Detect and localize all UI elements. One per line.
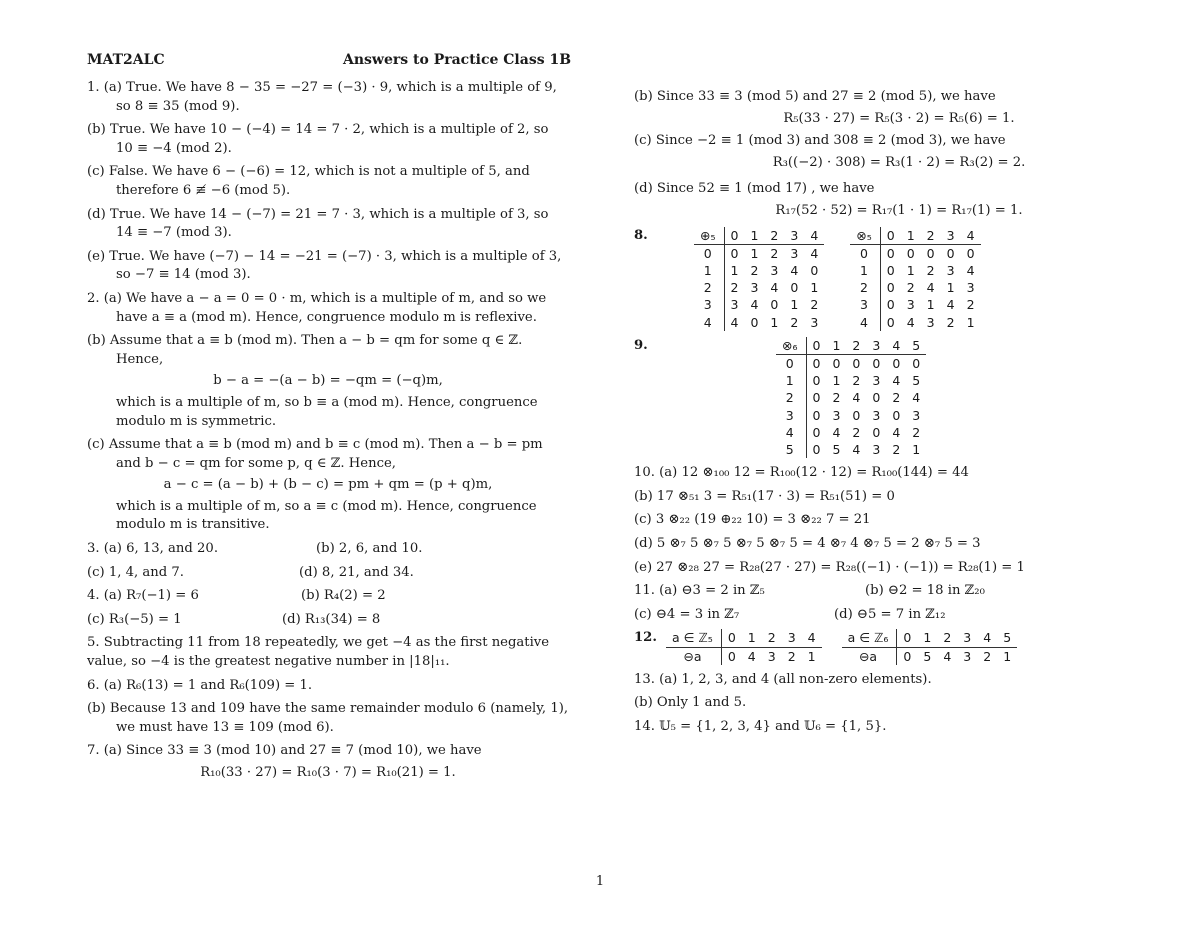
table-row (694, 279, 824, 296)
table-cell: 1 (966, 314, 975, 330)
table-operator: ⊕₅ (694, 227, 724, 245)
table-cell: 0 (912, 355, 921, 371)
answer-12-label: 12. (634, 630, 657, 646)
table-cell: 1 (750, 245, 759, 261)
table-cell: 2 (912, 424, 921, 440)
answer-14: 14. 𝕌₅ = {1, 2, 3, 4} and 𝕌₆ = {1, 5}. (634, 718, 887, 734)
equation-7c: R₃((−2) · 308) = R₃(1 · 2) = R₃(2) = 2. (772, 154, 1026, 170)
table-column-header: 1 (901, 227, 921, 245)
left-column (87, 79, 569, 786)
table-cell: 2 (926, 262, 935, 278)
answer-10b: (b) 17 ⊗₅₁ 3 = R₅₁(17 · 3) = R₅₁(51) = 0 (634, 488, 895, 504)
table-cell: 5 (997, 629, 1017, 647)
table-cell: 1 (770, 314, 779, 330)
table-cell: 2 (937, 629, 957, 647)
table-row (694, 244, 824, 262)
table-cell: 0 (906, 245, 915, 261)
table-cell: 1 (926, 297, 935, 313)
table-column-header: 2 (764, 227, 784, 245)
table-cell: 1 (906, 262, 915, 278)
table-cell: 3 (966, 280, 975, 296)
table-row (776, 424, 926, 441)
table-cell: 2 (810, 297, 819, 313)
table-cell: 4 (750, 297, 759, 313)
table-row (694, 296, 824, 313)
table-cell: 0 (812, 424, 821, 440)
answer-11c: (c) ⊖4 = 3 in ℤ₇ (634, 606, 740, 622)
answer-2c-intro: (c) Assume that a ≡ b (mod m) and b ≡ c (mod m). Then a − b = pm and b − c = qm for some p, q ∈ ℤ. Hence, (87, 437, 543, 471)
table-cell: 0 (812, 407, 821, 423)
table-cell: 4 (852, 390, 861, 406)
table-cell: 0 (886, 245, 895, 261)
table-row-header: 4 (850, 314, 880, 331)
table-cell: 0 (812, 355, 821, 371)
table-cell: 3 (906, 297, 915, 313)
table-row-header: ⊖a (842, 647, 897, 665)
answer-10a: 10. (a) 12 ⊗₁₀₀ 12 = R₁₀₀(12 · 12) = R₁₀₀(144) = 44 (634, 465, 969, 481)
table-cell: 4 (892, 373, 901, 389)
table-cell: 3 (750, 280, 759, 296)
course-code: MAT2ALC (87, 52, 165, 68)
table-column-header: 3 (941, 227, 961, 245)
table-cell: 2 (730, 280, 739, 296)
table-cell: 3 (946, 262, 955, 278)
answer-10e: (e) 27 ⊗₂₈ 27 = R₂₈(27 · 27) = R₂₈((−1) · (−1)) = R₂₈(1) = 1 (634, 559, 1025, 575)
negation-table-z6 (842, 629, 1018, 664)
table-cell: 0 (852, 355, 861, 371)
answer-4c: (c) R₃(−5) = 1 (87, 611, 182, 627)
equation-2c: a − c = (a − b) + (b − c) = pm + qm = (p + q)m, (163, 477, 493, 493)
answer-8-label: 8. (634, 227, 648, 243)
answer-2c-conclusion: which is a multiple of m, so a ≡ c (mod m). Hence, congruence modulo m is transitive. (116, 498, 537, 533)
table-row-header: 1 (850, 262, 880, 279)
table-cell: 4 (832, 424, 841, 440)
table-row (850, 279, 980, 296)
table-cell: 2 (770, 245, 779, 261)
table-cell: 1 (917, 629, 937, 647)
table-cell: 2 (750, 262, 759, 278)
table-cell: 3 (872, 407, 881, 423)
answer-13a: 13. (a) 1, 2, 3, and 4 (all non-zero elements). (634, 671, 932, 687)
table-cell: 0 (886, 262, 895, 278)
table-row (776, 441, 926, 458)
answer-1b: (b) True. We have 10 − (−4) = 14 = 7 · 2, which is a multiple of 2, so 10 ≡ −4 (mod 2). (87, 122, 549, 156)
table-cell: 3 (872, 442, 881, 457)
multiplication-table-z6 (776, 337, 926, 458)
table-column-header: 1 (744, 227, 764, 245)
table-row-header: 1 (694, 262, 724, 279)
table-cell: 0 (812, 373, 821, 389)
table-row-header: 0 (694, 244, 724, 262)
answer-11d: (d) ⊖5 = 7 in ℤ₁₂ (834, 606, 946, 622)
answer-7d: (d) Since 52 ≡ 1 (mod 17) , we have (634, 181, 875, 197)
table-cell: 1 (730, 262, 739, 278)
table-cell: 3 (730, 297, 739, 313)
answer-4b: (b) R₄(2) = 2 (301, 588, 386, 604)
answer-3c: (c) 1, 4, and 7. (87, 564, 184, 580)
table-row-header: 4 (776, 424, 806, 441)
answer-6a: 6. (a) R₆(13) = 1 and R₆(109) = 1. (87, 677, 313, 693)
table-cell: 0 (872, 390, 881, 406)
table-cell: 0 (886, 314, 895, 330)
answer-4-row2 (87, 611, 569, 630)
table-cell: 0 (892, 407, 901, 423)
table-cell: 0 (810, 262, 819, 278)
page-title: Answers to Practice Class 1B (343, 52, 572, 68)
answer-12 (634, 629, 1104, 664)
table-cell: 2 (892, 390, 901, 406)
table-cell: 2 (966, 297, 975, 313)
table-row (776, 354, 926, 372)
answer-1a: 1. (a) True. We have 8 − 35 = −27 = (−3) · 9, which is a multiple of 9, so 8 ≡ 35 (mod 9). (87, 80, 557, 114)
table-row-header: 1 (776, 372, 806, 389)
table-cell: 0 (886, 297, 895, 313)
answer-7c: (c) Since −2 ≡ 1 (mod 3) and 308 ≡ 2 (mod 3), we have (634, 133, 1006, 149)
answer-4d: (d) R₁₃(34) = 8 (282, 611, 381, 627)
multiplication-table-z5 (850, 227, 980, 331)
table-row-header: 2 (694, 279, 724, 296)
table-cell: 4 (730, 314, 739, 330)
equation-7d: R₁₇(52 · 52) = R₁₇(1 · 1) = R₁₇(1) = 1. (775, 202, 1023, 218)
table-cell: 0 (897, 629, 917, 647)
answer-7a: 7. (a) Since 33 ≡ 3 (mod 10) and 27 ≡ 7 (mod 10), we have (87, 743, 482, 759)
table-row (776, 389, 926, 406)
table-column-header: 2 (846, 337, 866, 355)
answer-9-label: 9. (634, 337, 648, 353)
answer-11a: 11. (a) ⊖3 = 2 in ℤ₅ (634, 583, 765, 599)
table-cell: 3 (790, 245, 799, 261)
table-column-header: 4 (961, 227, 981, 245)
table-cell: 3 (957, 629, 977, 647)
table-cell: 0 (730, 245, 739, 261)
table-column-header: 1 (826, 337, 846, 355)
answer-7b: (b) Since 33 ≡ 3 (mod 5) and 27 ≡ 2 (mod 5), we have (634, 89, 996, 104)
table-cell: 2 (892, 442, 901, 457)
table-column-header: 0 (724, 227, 744, 245)
table-cell: 3 (926, 314, 935, 330)
answer-10d: (d) 5 ⊗₇ 5 ⊗₇ 5 ⊗₇ 5 ⊗₇ 5 = 4 ⊗₇ 4 ⊗₇ 5 = 2 ⊗₇ 5 = 3 (634, 535, 981, 551)
table-row (850, 262, 980, 279)
table-cell: 4 (852, 442, 861, 457)
table-row-header: 0 (850, 244, 880, 262)
table-cell: 2 (852, 424, 861, 440)
table-cell: 0 (903, 648, 912, 664)
table-cell: 2 (983, 648, 992, 664)
table-cell: 1 (807, 648, 816, 664)
table-column-header: 5 (906, 337, 926, 355)
answer-3d: (d) 8, 21, and 34. (299, 564, 414, 580)
page-number: 1 (595, 874, 605, 889)
table-cell: 0 (812, 390, 821, 406)
table-cell: 4 (790, 262, 799, 278)
table-cell: 0 (770, 297, 779, 313)
table-cell: 0 (812, 442, 821, 457)
table-cell: 1 (832, 373, 841, 389)
answer-4a: 4. (a) R₇(−1) = 6 (87, 588, 199, 604)
table-cell: 5 (923, 648, 932, 664)
answer-2b-conclusion: which is a multiple of m, so b ≡ a (mod m). Hence, congruence modulo m is symmetric. (116, 394, 538, 429)
equation-2b: b − a = −(a − b) = −qm = (−q)m, (213, 373, 443, 389)
table-cell: 2 (787, 648, 796, 664)
table-cell: 4 (810, 245, 819, 261)
table-row-header: ⊖a (666, 647, 721, 665)
table-cell: 0 (966, 245, 975, 261)
table-column-header: 2 (921, 227, 941, 245)
table-cell: 2 (762, 629, 782, 647)
table-cell: 0 (886, 280, 895, 296)
table-cell: 0 (750, 314, 759, 330)
table-cell: 0 (790, 280, 799, 296)
table-row-header: 2 (776, 389, 806, 406)
equation-7b: R₅(33 · 27) = R₅(3 · 2) = R₅(6) = 1. (783, 110, 1015, 126)
answer-3-row2 (87, 564, 569, 583)
table-row-header: a ∈ ℤ₆ (842, 629, 897, 647)
table-cell: 3 (963, 648, 972, 664)
table-cell: 1 (946, 280, 955, 296)
answer-2a: 2. (a) We have a − a = 0 = 0 · m, which is a multiple of m, and so we have a ≡ a (mod m). Hence, congruence modulo m is reflexive. (87, 290, 547, 325)
table-cell: 4 (770, 280, 779, 296)
table-operator: ⊗₆ (776, 337, 806, 355)
table-cell: 0 (892, 355, 901, 371)
table-cell: 1 (790, 297, 799, 313)
table-row (776, 372, 926, 389)
table-cell: 0 (946, 245, 955, 261)
answer-3a: 3. (a) 6, 13, and 20. (87, 541, 219, 557)
table-column-header: 4 (804, 227, 824, 245)
table-column-header: 3 (866, 337, 886, 355)
table-row-header: 3 (850, 296, 880, 313)
answer-9 (634, 337, 1104, 458)
table-cell: 2 (946, 314, 955, 330)
table-row (850, 296, 980, 313)
answer-3b: (b) 2, 6, and 10. (316, 541, 423, 557)
table-column-header: 4 (886, 337, 906, 355)
answer-3-row1 (87, 540, 569, 559)
addition-table-z5 (694, 227, 824, 331)
answer-4-row1 (87, 587, 569, 606)
answer-11b: (b) ⊖2 = 18 in ℤ₂₀ (865, 583, 985, 599)
answer-11-row2 (634, 606, 1104, 625)
table-row-header: 5 (776, 441, 806, 458)
answer-1c: (c) False. We have 6 − (−6) = 12, which is not a multiple of 5, and therefore 6 ≢ −6 (mod 5). (87, 164, 530, 198)
table-cell: 0 (721, 629, 741, 647)
table-cell: 3 (782, 629, 802, 647)
table-row (850, 314, 980, 331)
table-row-header: 3 (694, 296, 724, 313)
answer-13b: (b) Only 1 and 5. (634, 695, 747, 711)
table-cell: 3 (810, 314, 819, 330)
table-cell: 4 (926, 280, 935, 296)
table-cell: 3 (832, 407, 841, 423)
table-column-header: 0 (806, 337, 826, 355)
table-cell: 3 (770, 262, 779, 278)
table-cell: 1 (1003, 648, 1012, 664)
equation-7a: R₁₀(33 · 27) = R₁₀(3 · 7) = R₁₀(21) = 1. (200, 765, 456, 780)
table-row-header: 2 (850, 279, 880, 296)
table-cell: 2 (832, 390, 841, 406)
table-cell: 1 (810, 280, 819, 296)
table-cell: 3 (912, 407, 921, 423)
table-cell: 0 (926, 245, 935, 261)
table-cell: 4 (912, 390, 921, 406)
table-cell: 3 (767, 648, 776, 664)
right-column (634, 88, 1104, 742)
table-cell: 2 (790, 314, 799, 330)
negation-table-z5 (666, 629, 822, 664)
table-cell: 4 (946, 297, 955, 313)
table-cell: 4 (977, 629, 997, 647)
table-row-header: a ∈ ℤ₅ (666, 629, 721, 647)
answer-1d: (d) True. We have 14 − (−7) = 21 = 7 · 3, which is a multiple of 3, so 14 ≡ −7 (mod 3). (87, 206, 549, 241)
table-cell: 5 (832, 442, 841, 457)
table-operator: ⊗₅ (850, 227, 880, 245)
table-cell: 4 (747, 648, 756, 664)
table-cell: 4 (966, 262, 975, 278)
answer-11-row1 (634, 582, 1104, 601)
answer-8 (634, 227, 1104, 331)
table-cell: 0 (872, 424, 881, 440)
table-cell: 2 (852, 373, 861, 389)
table-row-header: 0 (776, 354, 806, 372)
table-column-header: 0 (880, 227, 900, 245)
table-cell: 5 (912, 373, 921, 389)
table-cell: 3 (872, 373, 881, 389)
table-cell: 4 (906, 314, 915, 330)
table-cell: 1 (912, 442, 921, 457)
table-column-header: 3 (784, 227, 804, 245)
table-row-header: 3 (776, 407, 806, 424)
table-cell: 1 (742, 629, 762, 647)
answer-5: 5. Subtracting 11 from 18 repeatedly, we get −4 as the first negative value, so −4 is the greatest negative number in |18|₁₁. (87, 635, 550, 670)
answer-2b-intro: (b) Assume that a ≡ b (mod m). Then a − b = qm for some q ∈ ℤ. Hence, (87, 333, 523, 367)
table-row (776, 407, 926, 424)
table-row (850, 244, 980, 262)
answer-1e: (e) True. We have (−7) − 14 = −21 = (−7) · 3, which is a multiple of 3, so −7 ≡ 14 (mod 3). (87, 248, 562, 283)
table-row (694, 262, 824, 279)
table-row (694, 314, 824, 331)
table-cell: 4 (892, 424, 901, 440)
table-row-header: 4 (694, 314, 724, 331)
table-cell: 0 (832, 355, 841, 371)
table-cell: 2 (906, 280, 915, 296)
answer-10c: (c) 3 ⊗₂₂ (19 ⊕₂₂ 10) = 3 ⊗₂₂ 7 = 21 (634, 512, 871, 528)
table-cell: 4 (802, 629, 822, 647)
table-cell: 0 (852, 407, 861, 423)
table-cell: 4 (943, 648, 952, 664)
answer-6b: (b) Because 13 and 109 have the same remainder modulo 6 (namely, 1), we must have 13 ≡ 109 (mod 6). (87, 701, 569, 735)
table-cell: 0 (872, 355, 881, 371)
table-cell: 0 (727, 648, 736, 664)
